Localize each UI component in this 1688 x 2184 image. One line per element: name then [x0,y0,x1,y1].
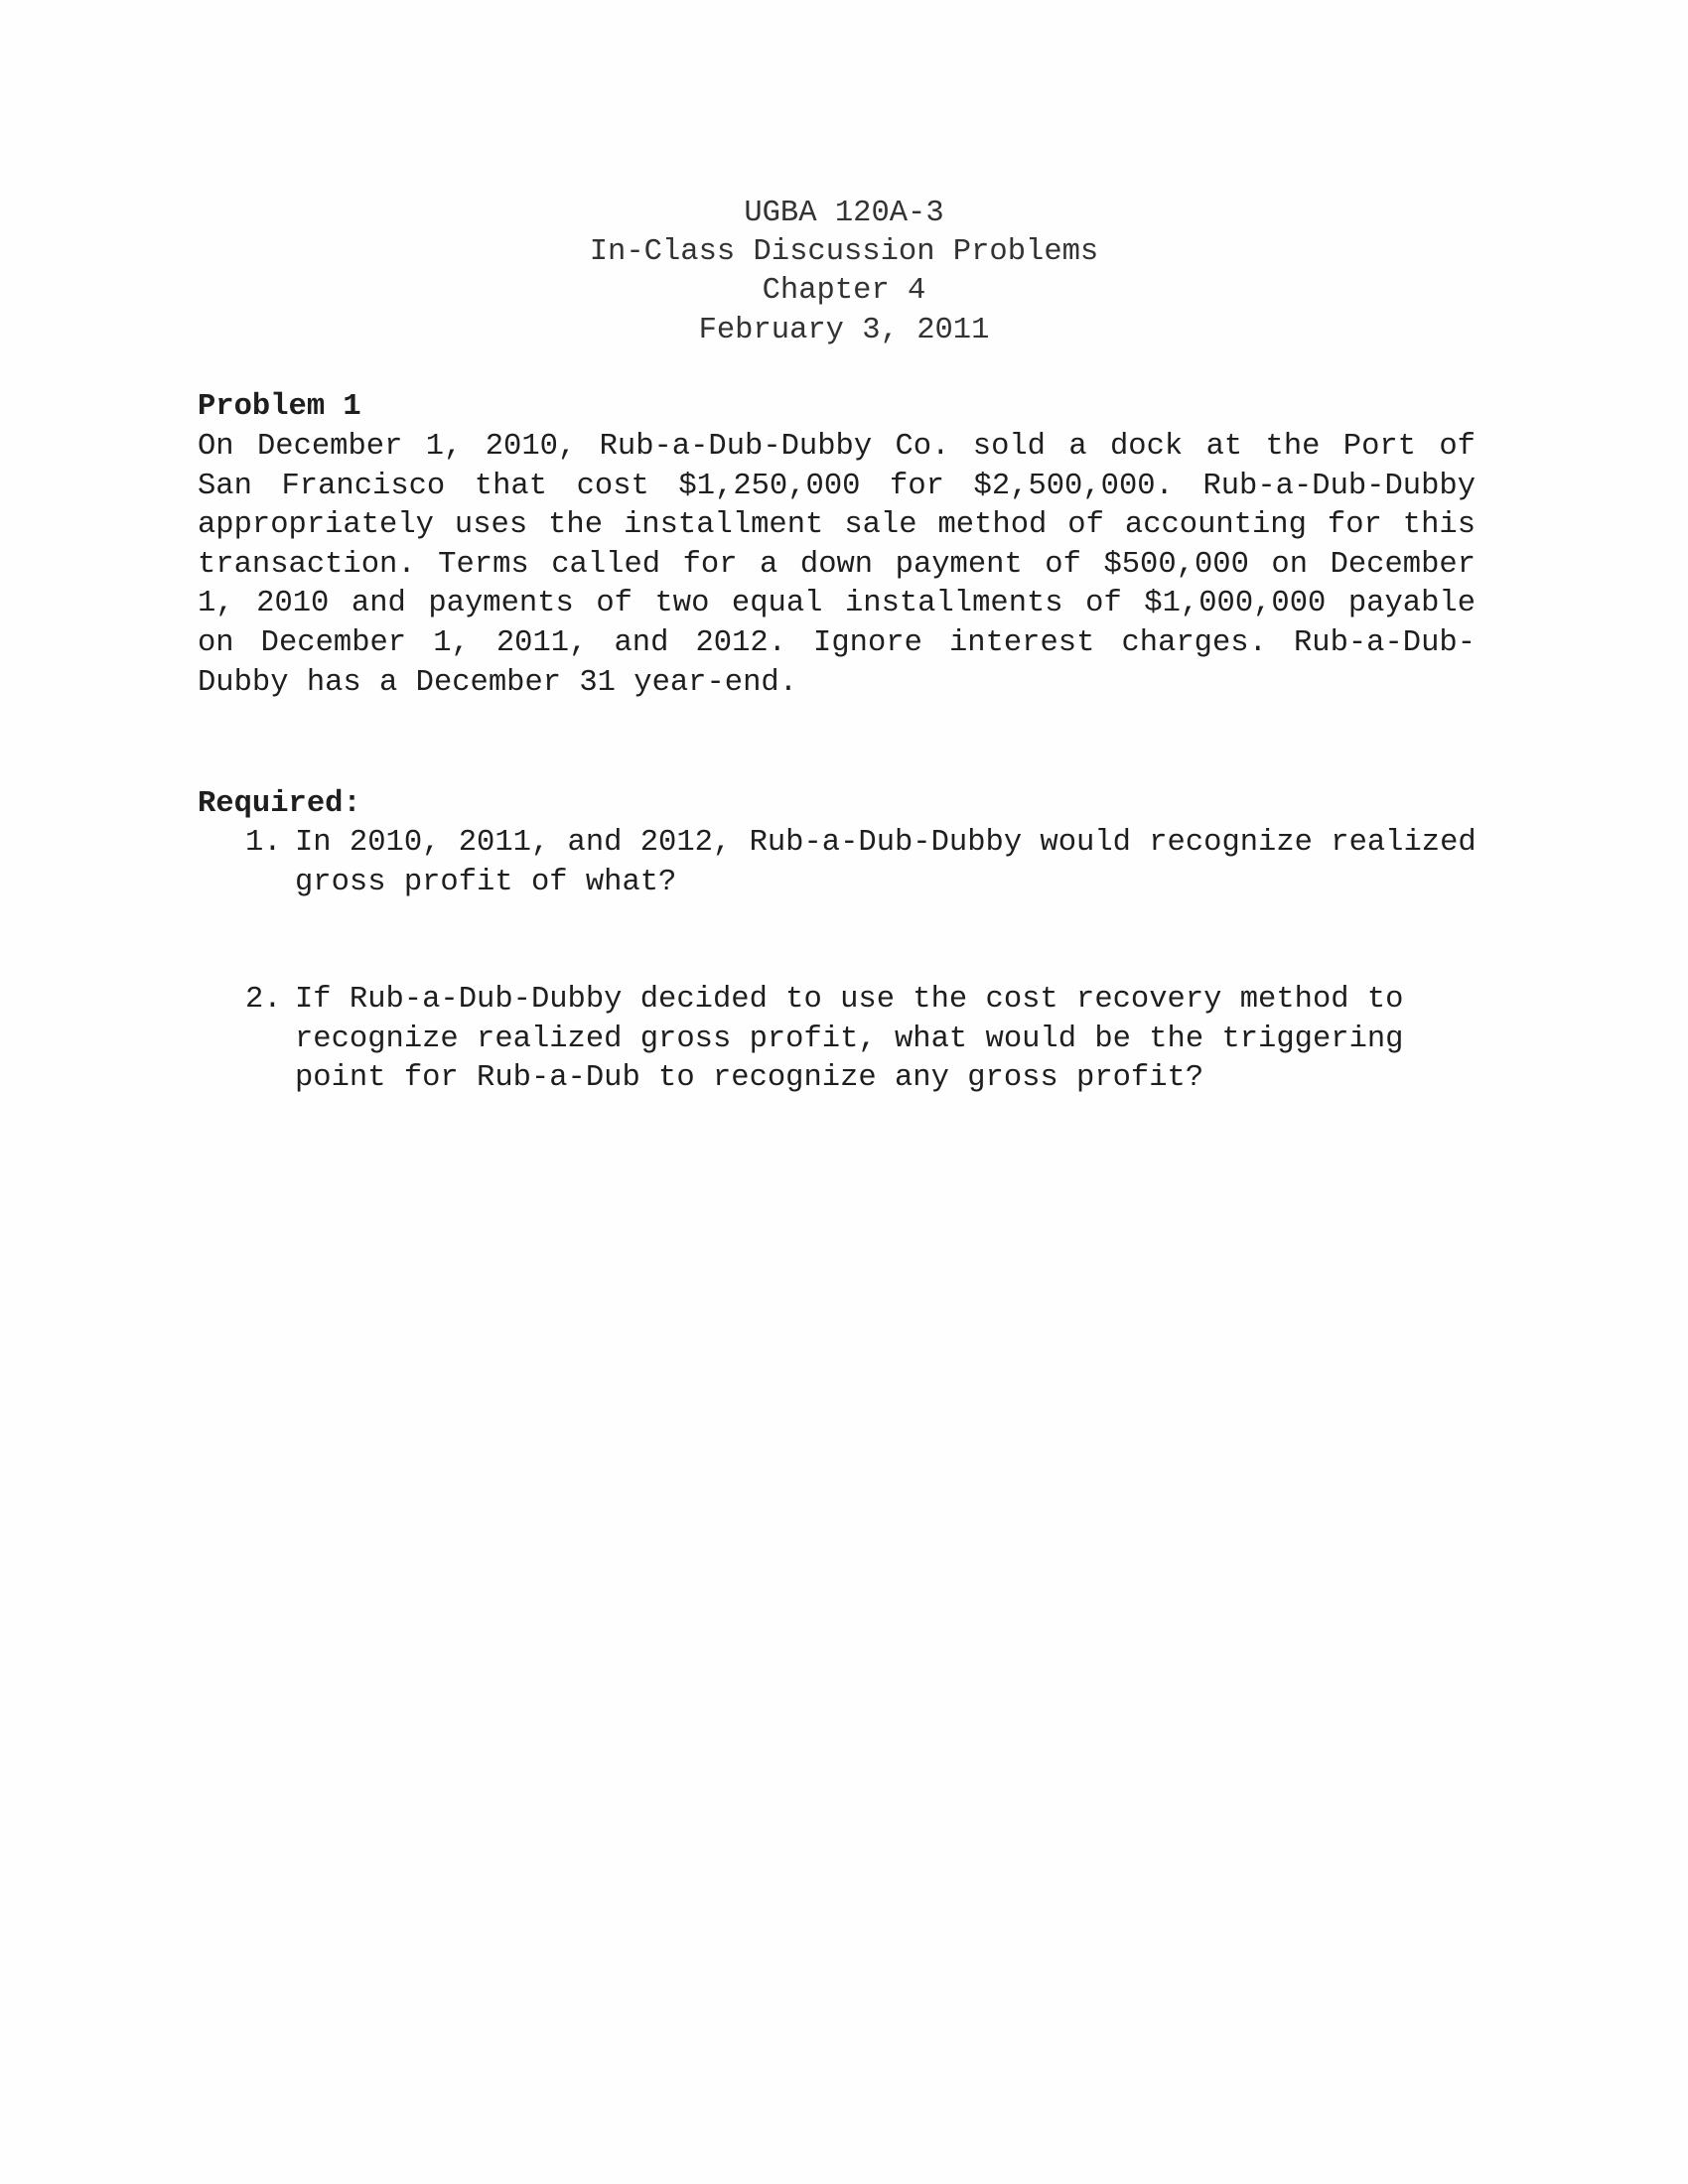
chapter-label: Chapter 4 [762,274,926,308]
item-line: If Rub-a-Dub-Dubby decided to use the cost recovery method to [295,983,1404,1017]
problem-line: appropriately uses the installment sale method of accounting for this [198,508,1476,543]
problem-line: on December 1, 2011, and 2012. Ignore interest charges. Rub-a-Dub- [198,625,1476,660]
item-line: point for Rub-a-Dub to recognize any gross profit? [295,1061,1204,1095]
problem-line: 1, 2010 and payments of two equal installments of $1,000,000 payable [198,587,1476,621]
item-line: recognize realized gross profit, what would be the triggering [295,1023,1404,1056]
problem-line: San Francisco that cost $1,250,000 for $2,500,000. Rub-a-Dub-Dubby [198,469,1476,503]
item-number: 2. [245,983,282,1017]
item-line: gross profit of what? [295,866,677,899]
required-heading: Required: [198,787,361,821]
document-date: February 3, 2011 [698,314,990,347]
item-line: In 2010, 2011, and 2012, Rub-a-Dub-Dubby would recognize realized [295,826,1477,860]
problem-line: Dubby has a December 31 year-end. [198,665,797,700]
problem-line: On December 1, 2010, Rub-a-Dub-Dubby Co. sold a dock at the Port of [198,430,1476,464]
problem-heading: Problem 1 [198,390,361,424]
item-number: 1. [245,826,282,860]
problem-body [198,428,1476,703]
document-subtitle: In-Class Discussion Problems [589,235,1099,269]
problem-line: transaction. Terms called for a down payment of $500,000 on December [198,547,1476,582]
course-code: UGBA 120A-3 [744,197,944,230]
